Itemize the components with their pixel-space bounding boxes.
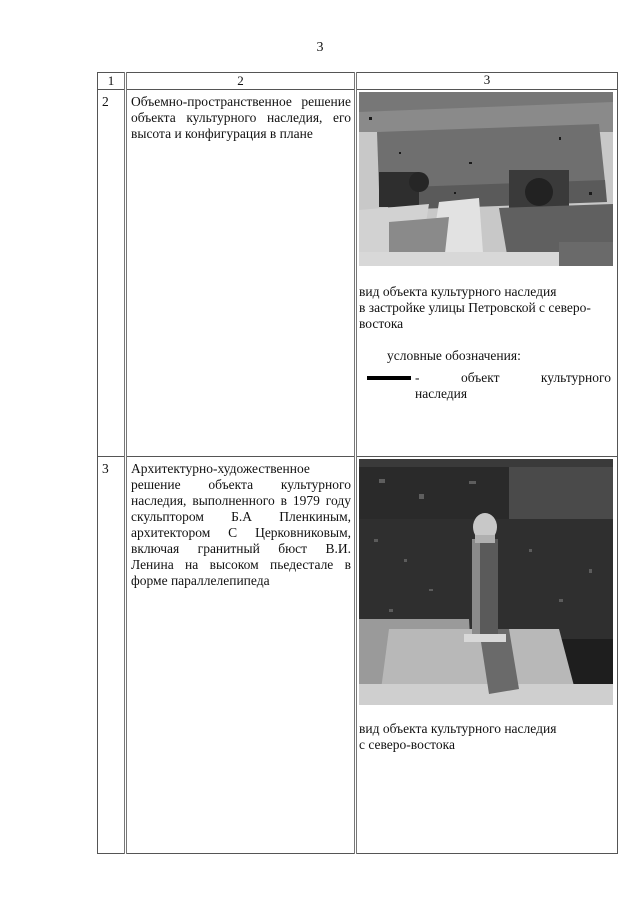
legend-item: [359, 370, 615, 402]
row-description: [126, 90, 356, 457]
legend-line-swatch: [367, 376, 411, 380]
header-col-1: 1: [98, 73, 126, 90]
row-number: 3: [98, 457, 126, 854]
photo-caption: [359, 721, 615, 753]
monument-photo: [359, 459, 613, 705]
row-description: [126, 457, 356, 854]
legend-label: [415, 370, 615, 402]
header-col-3: 3: [356, 73, 618, 90]
legend-word-2: культурного: [540, 370, 611, 385]
caption-line-2: с северо-востока: [359, 737, 455, 752]
aerial-view-photo: [359, 92, 613, 266]
caption-line-1: вид объекта культурного наследия: [359, 284, 557, 299]
legend-dash: -: [415, 370, 420, 385]
description-text: Архитектурно-художественное решение объекта культурного наследия, выполненного в 1979 году скульптором Б.А Пленкиным, архитектором С Церковниковым, включая гранитный бюст В.И. Ленина на высоком пьедестале в форме параллелепипеда: [131, 461, 351, 588]
legend: [359, 348, 615, 402]
caption-line-2: в застройке улицы Петровской с северо-востока: [359, 300, 591, 331]
row-number: 2: [98, 90, 126, 457]
heritage-table: [97, 72, 618, 854]
header-col-2: 2: [126, 73, 356, 90]
description-text: Объемно-пространственное решение объекта культурного наследия, его высота и конфигурация в плане: [131, 94, 351, 141]
legend-word-3: наследия: [415, 386, 468, 401]
legend-word-1: объект: [460, 370, 500, 385]
caption-line-1: вид объекта культурного наследия: [359, 721, 557, 736]
legend-title: условные обозначения:: [387, 348, 521, 363]
table-header-row: [98, 73, 618, 90]
image-cell: [356, 90, 618, 457]
table-row: [98, 457, 618, 854]
page-number: 3: [316, 40, 324, 55]
photo-caption: [359, 284, 615, 332]
image-cell: [356, 457, 618, 854]
table-row: [98, 90, 618, 457]
